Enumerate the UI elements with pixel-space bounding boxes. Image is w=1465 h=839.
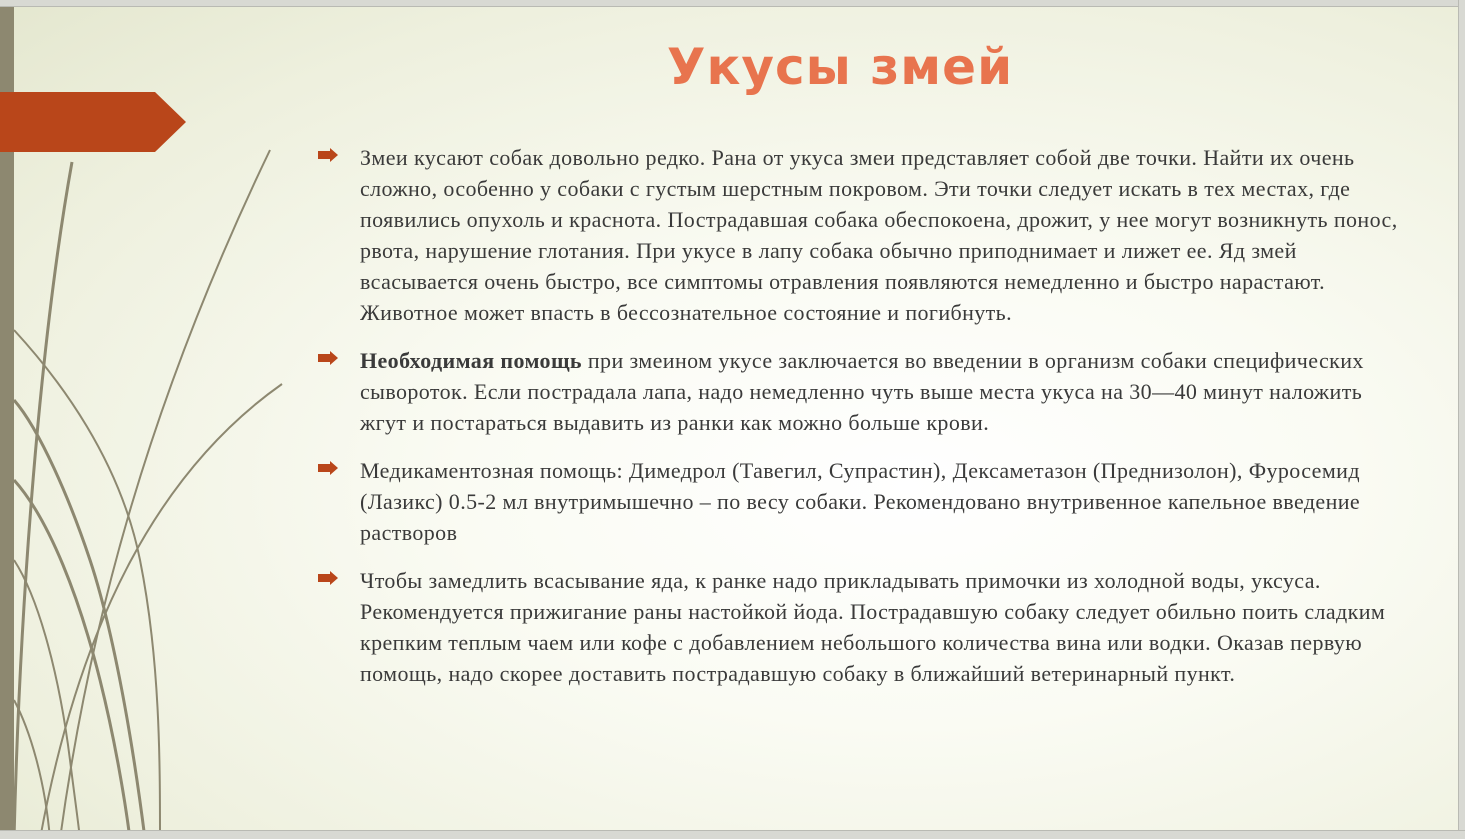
frame-right [1458,0,1465,839]
list-item [318,345,1398,438]
list-item [318,142,1398,328]
bullet-text: Медикаментозная помощь: Димедрол (Тавегил, Супрастин), Дексаметазон (Преднизолон), Фуросемид (Лазикс) 0.5-2 мл внутримышечно – по весу собаки. Рекомендовано внутривенное капельное введение растворов [360,458,1361,545]
frame-bottom [0,830,1465,839]
arrow-bullet-icon [318,461,338,475]
frame-top [0,0,1465,7]
bullet-text: при змеином укусе заключается во введении в организм собаки специфических сывороток. Если пострадала лапа, надо немедленно чуть выше места укуса на 30—40 минут наложить жгут и постараться выдавить из ранки как можно больше крови. [360,348,1364,435]
arrow-bullet-icon [318,571,338,585]
arrow-bullet-icon [318,351,338,365]
bullet-text: Змеи кусают собак довольно редко. Рана от укуса змеи представляет собой две точки. Найти их очень сложно, особенно у собаки с густым шерстным покровом. Эти точки следует искать в тех местах, где появились опухоль и краснота. Пострадавшая собака обеспокоена, дрожит, у нее могут возникнуть понос, рвота, нарушение глотания. При укусе в лапу собака обычно приподнимает и лижет ее. Яд змей всасывается очень быстро, все симптомы отравления появляются немедленно и быстро нарастают. Животное может впасть в бессознательное состояние и погибнуть. [360,145,1398,325]
list-item [318,455,1398,548]
bullet-text: Чтобы замедлить всасывание яда, к ранке надо прикладывать примочки из холодной воды, уксуса. Рекомендуется прижигание раны настойкой йода. Пострадавшую собаку следует обильно поить сладким крепким теплым чаем или кофе с добавлением небольшого количества вина или водки. Оказав первую помощь, надо скорее доставить пострадавшую собаку в ближайший ветеринарный пункт. [360,568,1386,686]
title-accent-arrow [0,92,186,152]
page-title: Укусы змей [666,38,1014,96]
arrow-bullet-icon [318,148,338,162]
bullet-bold-lead: Необходимая помощь [360,348,582,373]
content-body [318,142,1398,706]
list-item [318,565,1398,689]
